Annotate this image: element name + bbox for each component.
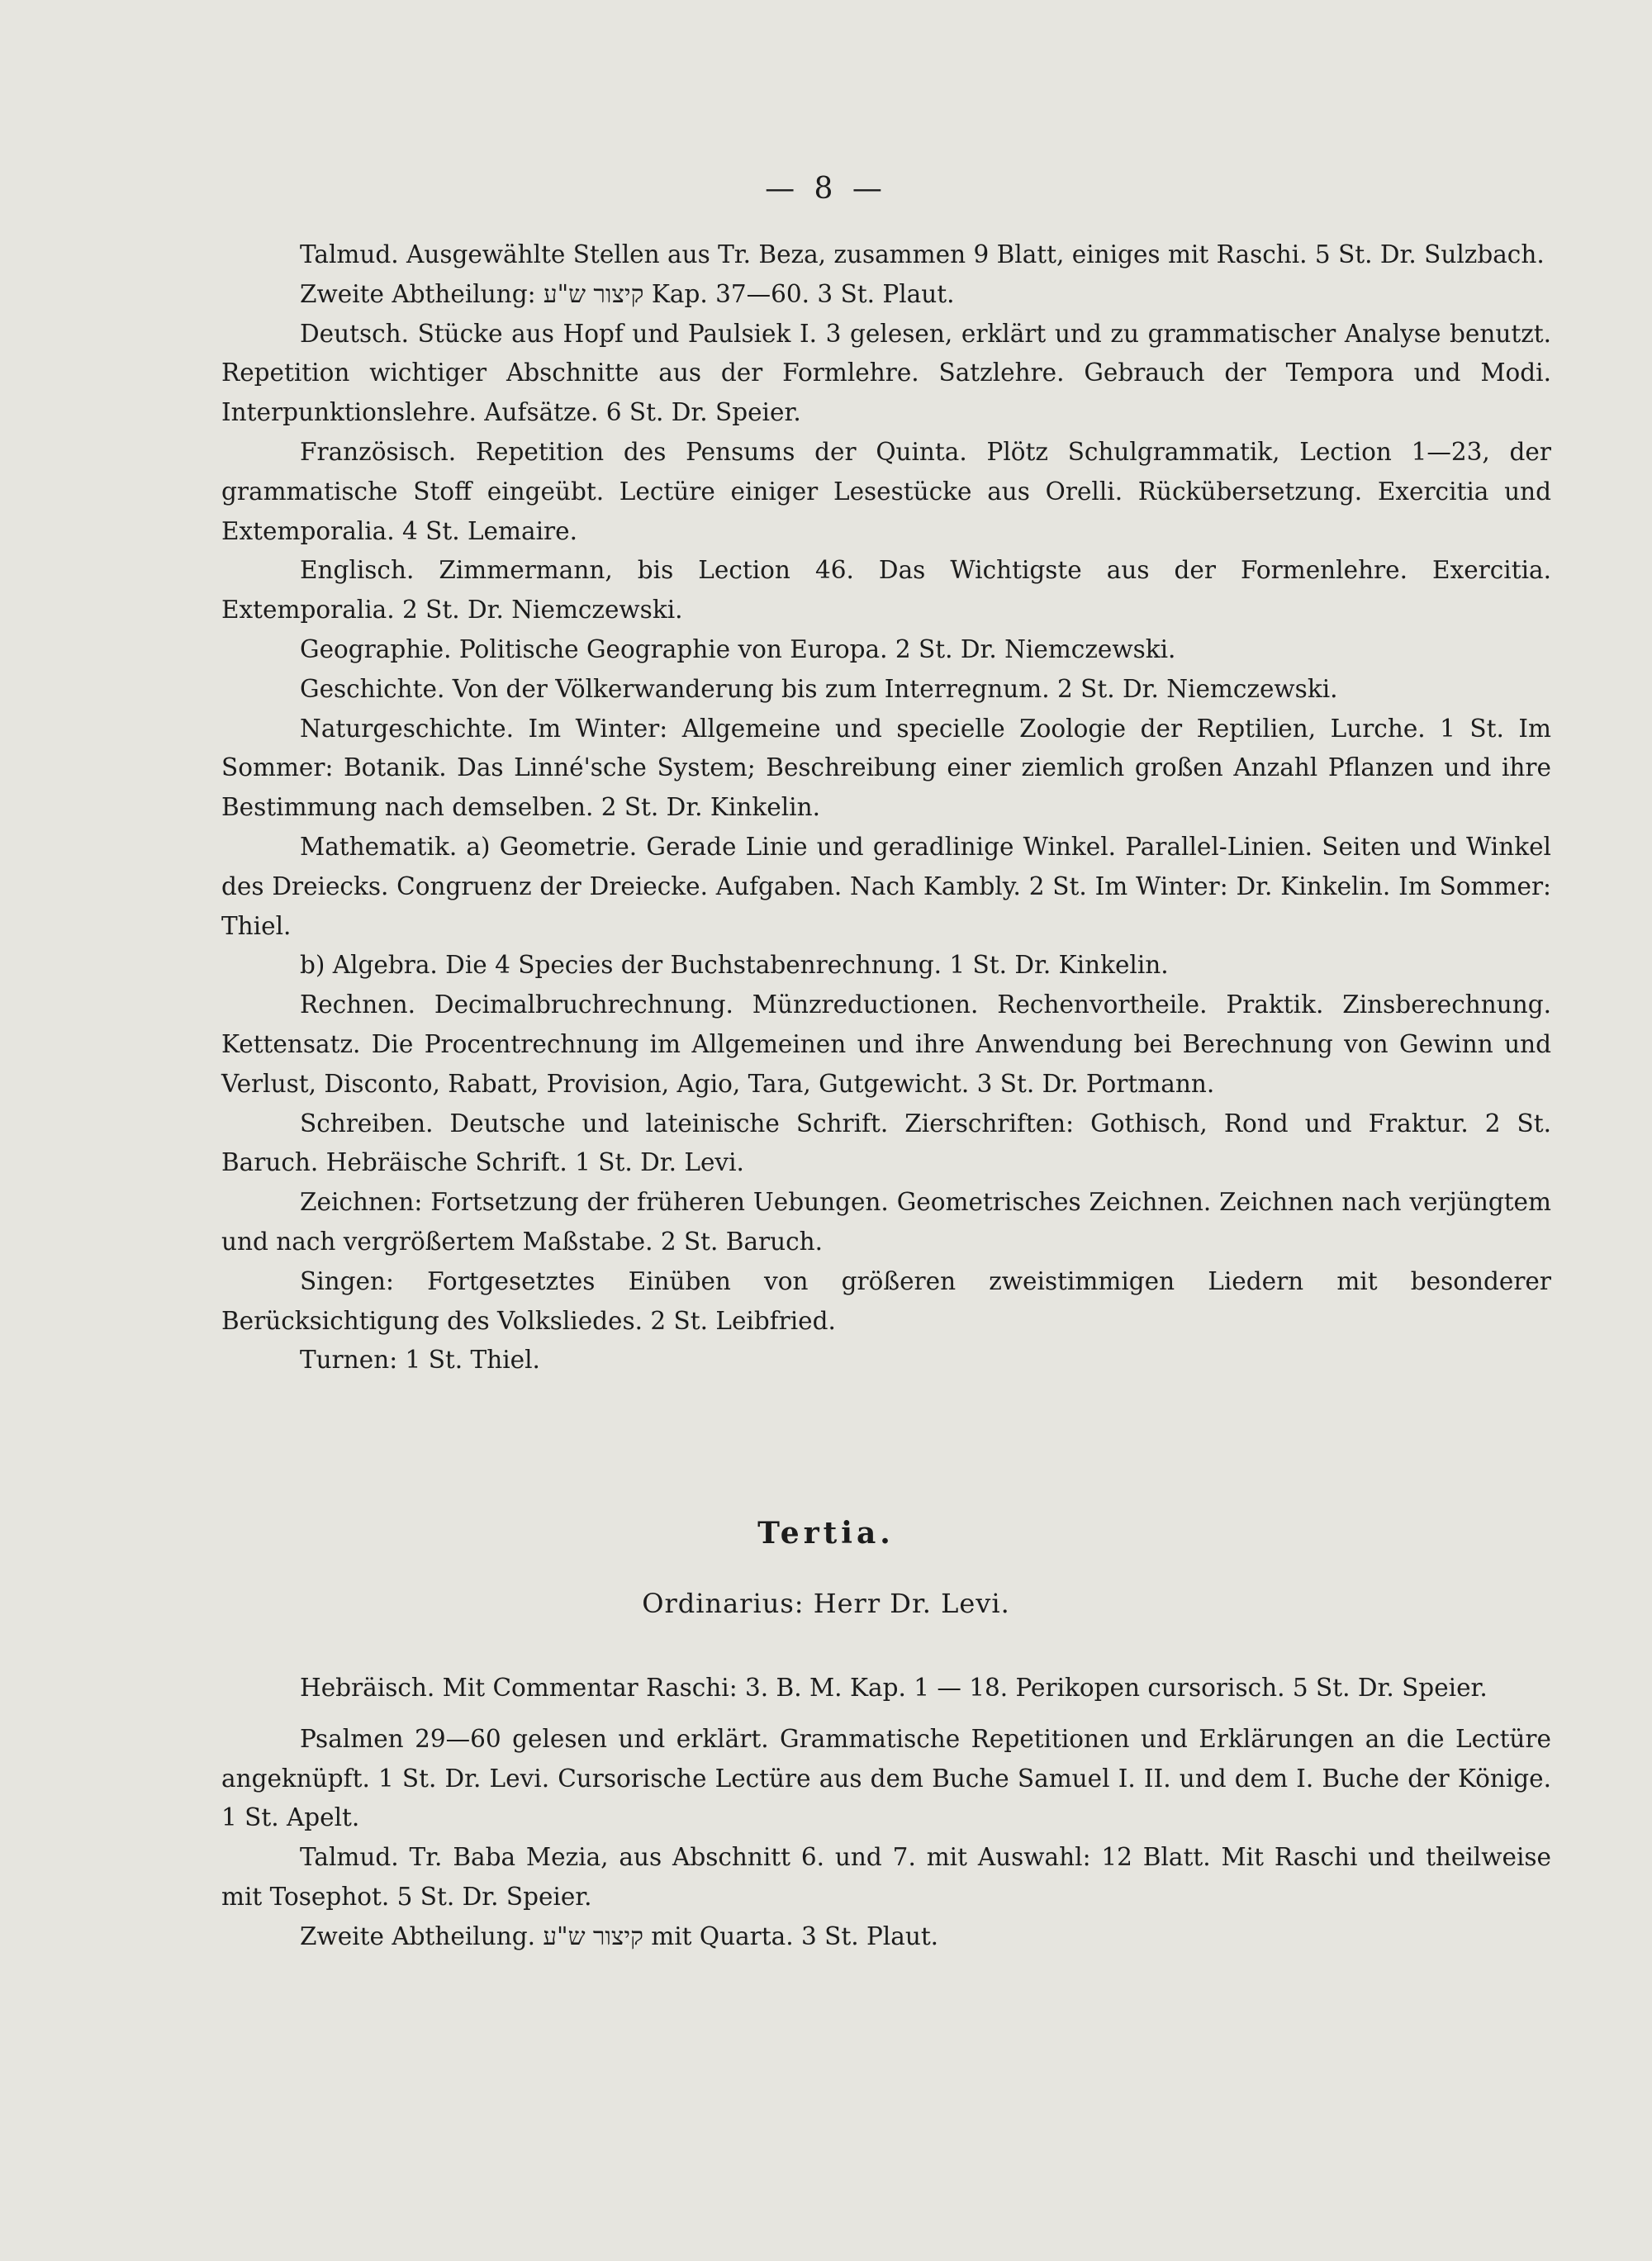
paragraph-geschichte: Geschichte. Von der Völkerwanderung bis zum Interregnum. 2 St. Dr. Niemczewski. bbox=[300, 674, 1338, 703]
paragraph-talmud-tertia: Talmud. Tr. Baba Mezia, aus Abschnitt 6. und 7. mit Auswahl: 12 Blatt. Mit Raschi und theilweise mit Tosephot. 5 St. Dr. Speier. bbox=[221, 1843, 1551, 1911]
paragraph-geographie: Geographie. Politische Geographie von Europa. 2 St. Dr. Niemczewski. bbox=[300, 634, 1176, 663]
section-quarta-curriculum bbox=[221, 235, 1551, 1380]
paragraph-algebra: b) Algebra. Die 4 Species der Buchstabenrechnung. 1 St. Dr. Kinkelin. bbox=[300, 951, 1169, 980]
paragraph-zeichnen: Zeichnen: Fortsetzung der früheren Uebungen. Geometrisches Zeichnen. Zeichnen nach verjüngtem und nach vergrößertem Maßstabe. 2 St. Baruch. bbox=[221, 1188, 1551, 1256]
paragraph-singen: Singen: Fortgesetztes Einüben von größeren zweistimmigen Liedern mit besonderer Berücksichtigung des Volksliedes. 2 St. Leibfried. bbox=[221, 1266, 1551, 1335]
paragraph-zweite-abtheilung: Zweite Abtheilung: קיצור ש"ע Kap. 37—60. 3 St. Plaut. bbox=[300, 279, 955, 308]
ordinarius-line: Ordinarius: Herr Dr. Levi. bbox=[642, 1588, 1010, 1619]
paragraph-psalmen: Psalmen 29—60 gelesen und erklärt. Grammatische Repetitionen und Erklärungen an die Lectüre angeknüpft. 1 St. Dr. Levi. Cursorische Lectüre aus dem Buche Samuel I. II. und dem I. Buche der Könige. 1 St. Apelt. bbox=[221, 1724, 1551, 1832]
paragraph-rechnen: Rechnen. Decimalbruchrechnung. Münzreductionen. Rechenvortheile. Praktik. Zinsberechnung. Kettensatz. Die Procentrechnung im Allgemeinen und ihre Anwendung bei Berechnung von Gewinn und Verlust, Disconto, Rabatt, Provision, Agio, Tara, Gutgewicht. 3 St. Dr. Portmann. bbox=[221, 990, 1551, 1098]
paragraph-hebraeisch: Hebräisch. Mit Commentar Raschi: 3. B. M. Kap. 1 — 18. Perikopen cursorisch. 5 St. Dr. Speier. bbox=[300, 1674, 1488, 1702]
paragraph-englisch: Englisch. Zimmermann, bis Lection 46. Das Wichtigste aus der Formenlehre. Exercitia. Extemporalia. 2 St. Dr. Niemczewski. bbox=[221, 556, 1551, 625]
paragraph-deutsch: Deutsch. Stücke aus Hopf und Paulsiek I. 3 gelesen, erklärt und zu grammatischer Analyse benutzt. Repetition wichtiger Abschnitte aus der Formlehre. Satzlehre. Gebrauch der Tempora und Modi. Interpunktionslehre. Aufsätze. 6 St. Dr. Speier. bbox=[221, 319, 1551, 427]
section-tertia-curriculum bbox=[221, 1669, 1551, 1957]
paragraph-talmud: Talmud. Ausgewählte Stellen aus Tr. Beza, zusammen 9 Blatt, einiges mit Raschi. 5 St. Dr. Sulzbach. bbox=[300, 240, 1545, 268]
paragraph-franzoesisch: Französisch. Repetition des Pensums der Quinta. Plötz Schulgrammatik, Lection 1—23, der grammatische Stoff eingeübt. Lectüre einiger Lesestücke aus Orelli. Rückübersetzung. Exercitia und Extemporalia. 4 St. Lemaire. bbox=[221, 437, 1551, 545]
page-number: — 8 — bbox=[765, 172, 887, 206]
paragraph-schreiben: Schreiben. Deutsche und lateinische Schrift. Zierschriften: Gothisch, Rond und Fraktur. 2 St. Baruch. Hebräische Schrift. 1 St. Dr. Levi. bbox=[221, 1109, 1551, 1177]
paragraph-naturgeschichte: Naturgeschichte. Im Winter: Allgemeine und specielle Zoologie der Reptilien, Lurche. 1 St. Im Sommer: Botanik. Das Linné'sche System; Beschreibung einer ziemlich großen Anzahl Pflanzen und ihre Bestimmung nach demselben. 2 St. Dr. Kinkelin. bbox=[221, 714, 1551, 822]
section-heading-tertia: Tertia. bbox=[757, 1516, 895, 1551]
paragraph-mathematik: Mathematik. a) Geometrie. Gerade Linie und geradlinige Winkel. Parallel-Linien. Seiten und Winkel des Dreiecks. Congruenz der Dreiecke. Aufgaben. Nach Kambly. 2 St. Im Winter: Dr. Kinkelin. Im Sommer: Thiel. bbox=[221, 832, 1551, 940]
paragraph-turnen: Turnen: 1 St. Thiel. bbox=[300, 1346, 540, 1375]
paragraph-zweite-abtheilung-tertia: Zweite Abtheilung. קיצור ש"ע mit Quarta. 3 St. Plaut. bbox=[300, 1921, 939, 1950]
